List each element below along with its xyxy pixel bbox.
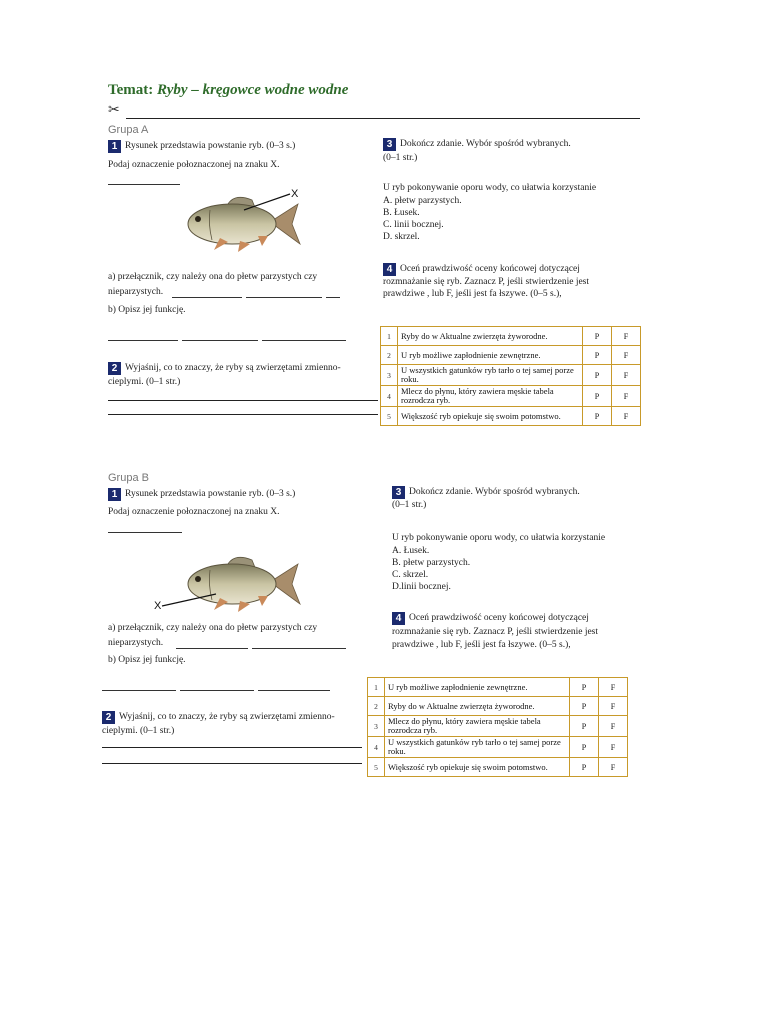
row-statement: Większość ryb opiekuje się swoim potomstwo. bbox=[385, 758, 570, 777]
false-option[interactable]: F bbox=[599, 716, 628, 737]
option-item[interactable]: C. skrzel. bbox=[392, 570, 429, 580]
answer-line[interactable] bbox=[262, 340, 346, 341]
q1-title-text: Rysunek przedstawia powstanie ryb. (0–3 s.) bbox=[125, 141, 296, 151]
q1-title-text: Rysunek przedstawia powstanie ryb. (0–3 s.) bbox=[125, 489, 296, 499]
row-number: 4 bbox=[381, 386, 398, 407]
q4-text: Oceń prawdziwość oceny końcowej dotyczącej bbox=[400, 264, 580, 274]
group-b-q3-text2: (0–1 str.) bbox=[392, 500, 427, 510]
answer-line[interactable] bbox=[102, 747, 362, 748]
answer-line[interactable] bbox=[102, 690, 176, 691]
title-prefix: Temat: bbox=[108, 82, 154, 98]
row-number: 1 bbox=[368, 678, 385, 697]
group-b-q4-title bbox=[392, 612, 589, 625]
row-statement: Większość ryb opiekuje się swoim potomstwo. bbox=[398, 407, 583, 426]
group-b-q3-title bbox=[392, 486, 580, 499]
q3-text: Dokończ zdanie. Wybór spośród wybranych. bbox=[409, 487, 580, 497]
group-b-q2-title bbox=[102, 711, 335, 724]
answer-line[interactable] bbox=[102, 763, 362, 764]
group-a-q1-title bbox=[108, 140, 295, 153]
true-false-table-a bbox=[380, 326, 641, 426]
row-statement: U ryb możliwe zapłodnienie zewnętrzne. bbox=[398, 346, 583, 365]
table-row bbox=[381, 346, 641, 365]
question-number-badge: 2 bbox=[102, 711, 115, 724]
true-option[interactable]: P bbox=[570, 716, 599, 737]
group-b-q1-a2: nieparzystych. bbox=[108, 638, 164, 648]
group-b-q1-a: a) przełącznik, czy należy ona do płetw parzystych czy bbox=[108, 623, 318, 633]
answer-line[interactable] bbox=[252, 648, 346, 649]
group-b-label: Grupa B bbox=[108, 472, 149, 484]
option-item[interactable]: B. płetw parzystych. bbox=[392, 558, 471, 568]
group-b-q1-b: b) Opisz jej funkcję. bbox=[108, 655, 186, 665]
group-a-q3-sentence: U ryb pokonywanie oporu wody, co ułatwia korzystanie bbox=[383, 183, 597, 193]
x-marker-label: X bbox=[154, 600, 162, 612]
true-option[interactable]: P bbox=[583, 407, 612, 426]
answer-line[interactable] bbox=[180, 690, 254, 691]
row-number: 3 bbox=[381, 365, 398, 386]
question-number-badge: 1 bbox=[108, 488, 121, 501]
table-row bbox=[381, 365, 641, 386]
answer-line[interactable] bbox=[108, 400, 378, 401]
group-a-q1-a: a) przełącznik, czy należy ona do płetw parzystych czy bbox=[108, 272, 318, 282]
q2-text: Wyjaśnij, co to znaczy, że ryby są zwierzętami zmienno- bbox=[119, 712, 335, 722]
table-row bbox=[368, 758, 628, 777]
page-title bbox=[108, 82, 348, 99]
x-marker-label: X bbox=[291, 188, 299, 200]
group-b-q3-sentence: U ryb pokonywanie oporu wody, co ułatwia korzystanie bbox=[392, 533, 606, 543]
group-a-q4-text2: rozmnażanie się ryb. Zaznacz P, jeśli stwierdzenie jest bbox=[383, 277, 590, 287]
group-b-q4-text2: rozmnażanie się ryb. Zaznacz P, jeśli stwierdzenie jest bbox=[392, 627, 599, 637]
row-statement: U wszystkich gatunków ryb tarło o tej samej porze roku. bbox=[385, 737, 570, 758]
group-b-q1-answer-line[interactable] bbox=[108, 532, 182, 533]
answer-line[interactable] bbox=[182, 340, 258, 341]
false-option[interactable]: F bbox=[599, 758, 628, 777]
true-option[interactable]: P bbox=[570, 678, 599, 697]
group-a-q2-title bbox=[108, 362, 341, 375]
true-option[interactable]: P bbox=[570, 697, 599, 716]
false-option[interactable]: F bbox=[612, 365, 641, 386]
group-b-q1-instruction: Podaj oznaczenie połoznaczonej na znaku X. bbox=[108, 507, 280, 517]
row-statement: Ryby do w Aktualne zwierzęta żyworodne. bbox=[385, 697, 570, 716]
answer-line[interactable] bbox=[172, 297, 242, 298]
scissors-icon: ✂ bbox=[108, 103, 120, 118]
q3-text: Dokończ zdanie. Wybór spośród wybranych. bbox=[400, 139, 571, 149]
table-row bbox=[368, 678, 628, 697]
group-a-q3-title bbox=[383, 138, 571, 151]
group-a-q1-answer-line[interactable] bbox=[108, 184, 180, 185]
group-b-q1-title bbox=[108, 488, 295, 501]
option-item[interactable]: A. płetw parzystych. bbox=[383, 196, 462, 206]
fish-illustration-a bbox=[170, 186, 310, 258]
true-option[interactable]: P bbox=[583, 346, 612, 365]
option-item[interactable]: A. Łusek. bbox=[392, 546, 430, 556]
group-a-q1-b: b) Opisz jej funkcję. bbox=[108, 305, 186, 315]
group-a-label: Grupa A bbox=[108, 124, 149, 136]
answer-line[interactable] bbox=[108, 414, 378, 415]
group-a-q1-a2: nieparzystych. bbox=[108, 287, 164, 297]
group-b-q2-text2: cieplymi. (0–1 str.) bbox=[102, 726, 175, 736]
group-b-q4-text3: prawdziwe , lub F, jeśli jest fa łszywe. (0–5 s.), bbox=[392, 640, 571, 650]
answer-line[interactable] bbox=[176, 648, 248, 649]
group-a-q3-text2: (0–1 str.) bbox=[383, 153, 418, 163]
false-option[interactable]: F bbox=[599, 697, 628, 716]
pointer-line-b bbox=[160, 590, 220, 610]
true-false-table-b bbox=[367, 677, 628, 777]
table-row bbox=[368, 737, 628, 758]
row-number: 5 bbox=[368, 758, 385, 777]
false-option[interactable]: F bbox=[612, 346, 641, 365]
row-number: 1 bbox=[381, 327, 398, 346]
true-option[interactable]: P bbox=[583, 327, 612, 346]
question-number-badge: 4 bbox=[383, 263, 396, 276]
option-item[interactable]: B. Łusek. bbox=[383, 208, 420, 218]
false-option[interactable]: F bbox=[612, 327, 641, 346]
option-item[interactable]: C. linii bocznej. bbox=[383, 220, 444, 230]
row-number: 2 bbox=[368, 697, 385, 716]
question-number-badge: 2 bbox=[108, 362, 121, 375]
table-row bbox=[381, 327, 641, 346]
row-number: 3 bbox=[368, 716, 385, 737]
row-statement: U ryb możliwe zapłodnienie zewnętrzne. bbox=[385, 678, 570, 697]
cut-line bbox=[126, 118, 640, 119]
row-statement: Ryby do w Aktualne zwierzęta żyworodne. bbox=[398, 327, 583, 346]
false-option[interactable]: F bbox=[599, 678, 628, 697]
answer-line[interactable] bbox=[258, 690, 330, 691]
title-topic: Ryby – kręgowce wodne wodne bbox=[157, 82, 349, 98]
question-number-badge: 3 bbox=[392, 486, 405, 499]
table-row bbox=[368, 697, 628, 716]
answer-line[interactable] bbox=[108, 340, 178, 341]
row-number: 4 bbox=[368, 737, 385, 758]
table-row bbox=[381, 386, 641, 407]
q2-text: Wyjaśnij, co to znaczy, że ryby są zwierzętami zmienno- bbox=[125, 363, 341, 373]
true-option[interactable]: P bbox=[583, 365, 612, 386]
true-option[interactable]: P bbox=[583, 386, 612, 407]
option-item[interactable]: D.linii bocznej. bbox=[392, 582, 451, 592]
table-row bbox=[381, 407, 641, 426]
table-row bbox=[368, 716, 628, 737]
row-number: 5 bbox=[381, 407, 398, 426]
false-option[interactable]: F bbox=[612, 407, 641, 426]
group-a-q4-title bbox=[383, 263, 580, 276]
true-option[interactable]: P bbox=[570, 737, 599, 758]
row-number: 2 bbox=[381, 346, 398, 365]
false-option[interactable]: F bbox=[599, 737, 628, 758]
true-option[interactable]: P bbox=[570, 758, 599, 777]
row-statement: U wszystkich gatunków ryb tarło o tej samej porze roku. bbox=[398, 365, 583, 386]
question-number-badge: 4 bbox=[392, 612, 405, 625]
answer-line[interactable] bbox=[246, 297, 322, 298]
question-number-badge: 3 bbox=[383, 138, 396, 151]
question-number-badge: 1 bbox=[108, 140, 121, 153]
row-statement: Mlecz do płynu, który zawiera męskie tabela rozrodcza ryb. bbox=[398, 386, 583, 407]
false-option[interactable]: F bbox=[612, 386, 641, 407]
group-a-q4-text3: prawdziwe , lub F, jeśli jest fa łszywe. (0–5 s.), bbox=[383, 289, 562, 299]
q4-text: Oceń prawdziwość oceny końcowej dotyczącej bbox=[409, 613, 589, 623]
answer-line[interactable] bbox=[326, 297, 340, 298]
group-a-q2-text2: cieplymi. (0–1 str.) bbox=[108, 377, 181, 387]
row-statement: Mlecz do płynu, który zawiera męskie tabela rozrodcza ryb. bbox=[385, 716, 570, 737]
option-item[interactable]: D. skrzel. bbox=[383, 232, 420, 242]
group-a-q1-instruction: Podaj oznaczenie połoznaczonej na znaku X. bbox=[108, 160, 280, 170]
